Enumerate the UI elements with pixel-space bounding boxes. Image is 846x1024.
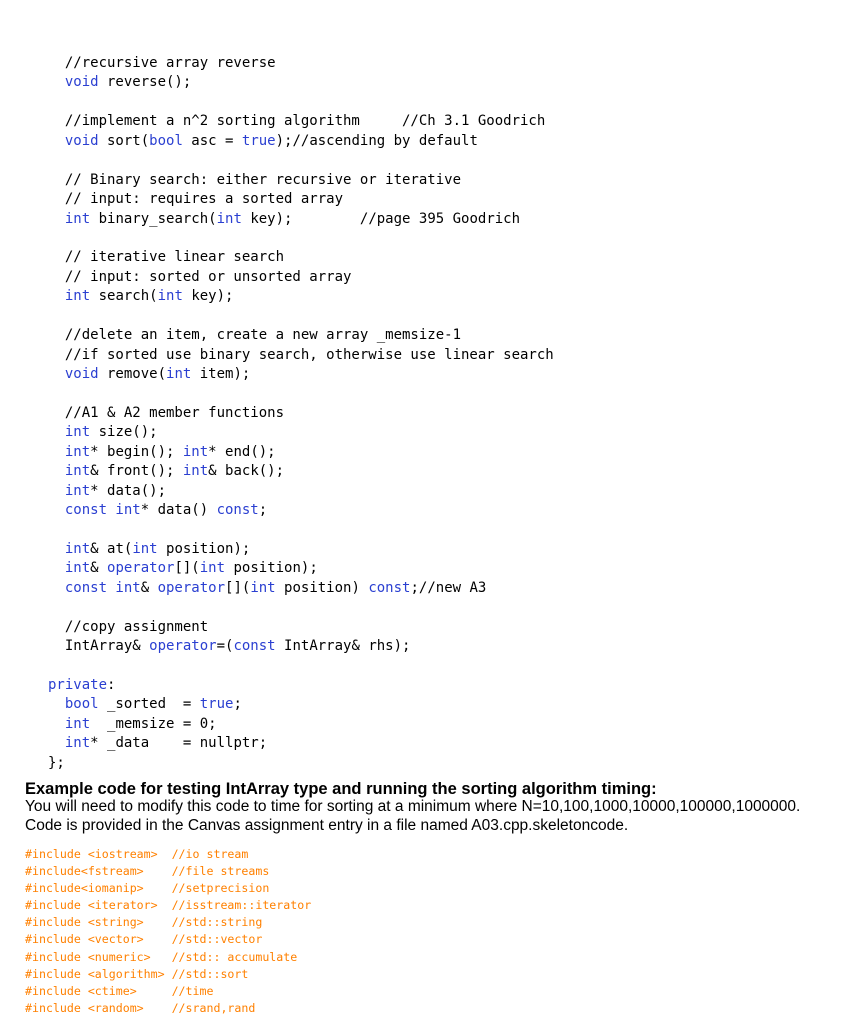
code-line (48, 462, 554, 481)
code-keyword: int (48, 540, 91, 557)
code-text: //if sorted use binary search, otherwise use linear search (48, 346, 554, 363)
code-line (48, 171, 554, 190)
code-text: // iterative linear search (48, 249, 285, 266)
include-directives-code-block (25, 846, 311, 1017)
section-heading: Example code for testing IntArray type and running the sorting algorithm timing: (25, 780, 657, 798)
include-line: #include <numeric> //std:: accumulate (25, 949, 298, 964)
code-keyword: int (48, 443, 91, 460)
code-line (48, 598, 554, 617)
code-keyword: int (199, 560, 226, 577)
code-text: search( (90, 288, 158, 305)
code-keyword: const int (48, 502, 141, 519)
code-line (48, 307, 554, 326)
paragraph-line: Code is provided in the Canvas assignment entry in a file named A03.cpp.skeletoncode. (25, 816, 629, 834)
code-text: : (107, 677, 116, 693)
include-line: #include <algorithm> //std::sort (25, 966, 249, 981)
include-line: #include <string> //std::string (25, 915, 263, 930)
code-keyword: int (48, 210, 91, 227)
class-declaration-code-block (48, 54, 554, 773)
code-line (48, 423, 554, 442)
include-line: #include<fstream> //file streams (25, 864, 270, 879)
code-line (48, 676, 554, 695)
code-line (48, 579, 554, 598)
code-keyword: int (48, 463, 91, 480)
code-line (48, 346, 554, 365)
code-text: & front(); (90, 463, 183, 480)
code-keyword: int (48, 288, 91, 305)
code-text: []( (225, 579, 251, 596)
code-keyword: void (48, 132, 99, 149)
code-text: * _data = nullptr; (90, 735, 268, 752)
code-text: []( (174, 560, 200, 577)
code-text: * end(); (208, 443, 276, 460)
code-line (48, 151, 554, 170)
code-line (48, 93, 554, 112)
paragraph-line: You will need to modify this code to time for sorting at a minimum where N=10,100,1000,10000,100000,1000000. (25, 798, 801, 815)
code-line (48, 287, 554, 306)
include-line: #include <random> //srand,rand (25, 1000, 256, 1015)
code-line (48, 190, 554, 209)
code-text: //A1 & A2 member functions (48, 404, 285, 421)
code-line (48, 210, 554, 229)
code-text: // input: requires a sorted array (48, 191, 344, 208)
code-keyword: int (250, 579, 276, 596)
code-line (48, 229, 554, 248)
code-line (48, 637, 554, 656)
code-text: asc = (182, 132, 242, 149)
code-text: ; (233, 696, 242, 713)
code-text: * begin(); (90, 443, 183, 460)
code-text: }; (48, 754, 65, 771)
code-keyword: int (182, 443, 209, 460)
code-text: key); (182, 288, 234, 305)
include-line: #include <iostream> //io stream (25, 847, 249, 861)
code-text: key); //page 395 Goodrich (241, 210, 521, 227)
code-text: );//ascending by default (275, 132, 478, 149)
code-text: ;//new A3 (410, 579, 487, 596)
code-text: //copy assignment (48, 618, 209, 635)
code-line (48, 618, 554, 637)
code-keyword: const (216, 502, 259, 519)
code-keyword: void (48, 366, 99, 382)
code-text: & (90, 560, 108, 577)
code-line (48, 404, 554, 423)
code-text: //implement a n^2 sorting algorithm //Ch 3.1 Goodrich (48, 113, 546, 130)
code-line (48, 326, 554, 345)
code-line (48, 54, 554, 73)
code-line (48, 559, 554, 578)
code-line (48, 443, 554, 462)
code-line (48, 715, 554, 734)
include-line: #include <iterator> //isstream::iterator (25, 898, 312, 913)
code-line (48, 754, 554, 773)
code-line (48, 268, 554, 287)
code-text: //recursive array reverse (48, 55, 276, 71)
code-text: ; (258, 502, 268, 519)
code-keyword: int (48, 735, 91, 752)
code-text: * data() (140, 502, 217, 519)
include-line: #include <vector> //std::vector (25, 932, 263, 947)
code-keyword: int (132, 540, 158, 557)
code-text: & at( (90, 540, 133, 557)
code-line (48, 657, 554, 676)
code-text: // input: sorted or unsorted array (48, 268, 352, 285)
code-keyword: const int (48, 579, 141, 596)
code-text: reverse(); (98, 74, 192, 91)
code-text: position); (225, 560, 318, 577)
code-line (48, 521, 554, 540)
code-text: & back(); (208, 463, 285, 480)
code-keyword: int (48, 560, 91, 577)
code-text: binary_search( (90, 210, 217, 227)
code-text: & (140, 579, 158, 596)
code-line (48, 73, 554, 92)
code-line (48, 734, 554, 753)
code-text: sort( (98, 132, 150, 149)
code-keyword: bool (48, 696, 99, 713)
include-line: #include <ctime> //time (25, 983, 214, 998)
code-keyword: int (48, 715, 91, 732)
code-keyword: int (182, 463, 209, 480)
code-text: item); (191, 366, 251, 382)
code-line (48, 112, 554, 131)
code-text: _memsize = 0; (90, 715, 217, 732)
include-line: #include<iomanip> //setprecision (25, 881, 270, 896)
instructions-paragraph (25, 798, 800, 835)
code-keyword: int (216, 210, 242, 227)
code-line (48, 540, 554, 559)
code-text: size(); (90, 424, 158, 441)
code-text: //delete an item, create a new array _memsize-1 (48, 327, 462, 344)
code-line (48, 501, 554, 520)
code-keyword: int (157, 288, 183, 305)
code-keyword: operator (149, 638, 217, 655)
code-line (48, 132, 554, 151)
code-keyword: operator (107, 560, 175, 577)
code-text: IntArray& (48, 638, 150, 655)
code-keyword: int (48, 482, 91, 499)
code-line (48, 365, 554, 384)
code-keyword: void (48, 74, 99, 91)
code-keyword: int (166, 366, 192, 382)
code-text: position) (275, 579, 369, 596)
code-keyword: true (241, 132, 276, 149)
code-keyword: int (48, 424, 91, 441)
code-text: _sorted = (98, 696, 200, 713)
code-line (48, 384, 554, 403)
code-keyword: private (48, 677, 108, 693)
code-line (48, 695, 554, 714)
code-text: IntArray& rhs); (275, 638, 411, 655)
code-keyword: const (368, 579, 411, 596)
code-text: position); (157, 540, 251, 557)
code-text: remove( (98, 366, 167, 382)
code-line (48, 482, 554, 501)
code-text: * data(); (90, 482, 167, 499)
code-keyword: const (233, 638, 276, 655)
code-keyword: operator (157, 579, 226, 596)
code-line (48, 248, 554, 267)
code-text: =( (216, 638, 234, 655)
code-keyword: true (199, 696, 234, 713)
code-keyword: bool (149, 132, 183, 149)
code-text: // Binary search: either recursive or iterative (48, 171, 462, 188)
